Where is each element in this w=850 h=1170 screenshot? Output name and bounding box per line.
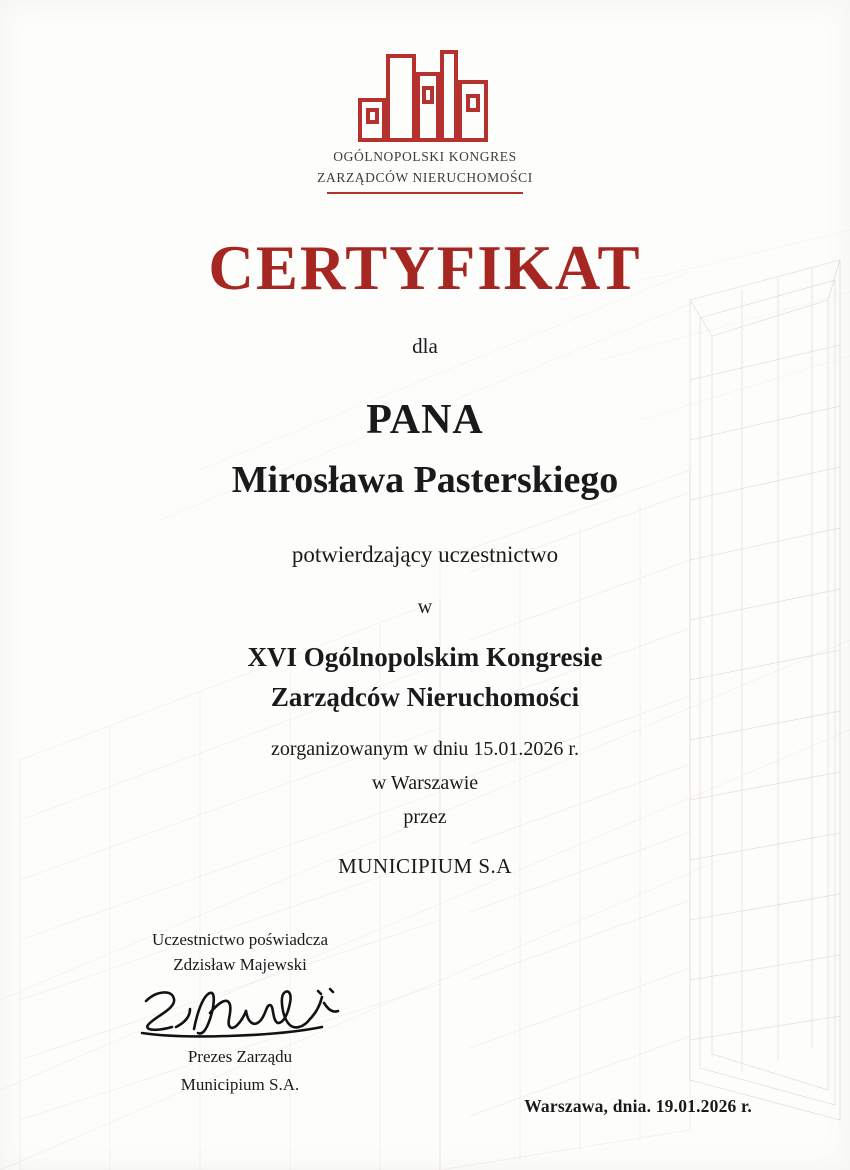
signer-role-line-2: Municipium S.A. [180, 1075, 300, 1095]
honorific: PANA [366, 397, 484, 443]
event-name-line-1: XVI Ogólnopolskim Kongresie [247, 642, 603, 672]
signer-role-line-1: Prezes Zarządu [187, 1047, 293, 1067]
confirmation-text: potwierdzający uczestnictwo [291, 542, 559, 567]
page-title: CERTYFIKAT [208, 233, 642, 303]
event-name-line-2: Zarządców Nieruchomości [270, 682, 580, 712]
logo-text-line-2: ZARZĄDCÓW NIERUCHOMOŚCI [317, 170, 533, 186]
organizer-name: MUNICIPIUM S.A [338, 854, 512, 878]
event-date-text: zorganizowanym w dniu 15.01.2026 r. [271, 738, 579, 760]
signature-block [110, 928, 370, 1097]
event-city-text: w Warszawie [371, 772, 479, 794]
skyline-buildings-icon [332, 48, 518, 144]
logo-divider [327, 192, 523, 194]
in-label: w [417, 596, 433, 618]
recipient-name: Mirosława Pasterskiego [231, 459, 619, 501]
organization-logo [0, 48, 850, 194]
signer-name: Zdzisław Majewski [173, 954, 307, 974]
for-label: dla [412, 334, 438, 358]
handwritten-signature-icon [132, 983, 348, 1041]
place-and-date: Warszawa, dnia. 19.01.2026 r. [524, 1096, 752, 1116]
logo-text-line-1: OGÓLNOPOLSKI KONGRES [333, 149, 517, 164]
by-label: przez [403, 806, 447, 828]
attestation-label: Uczestnictwo poświadcza [151, 930, 329, 949]
